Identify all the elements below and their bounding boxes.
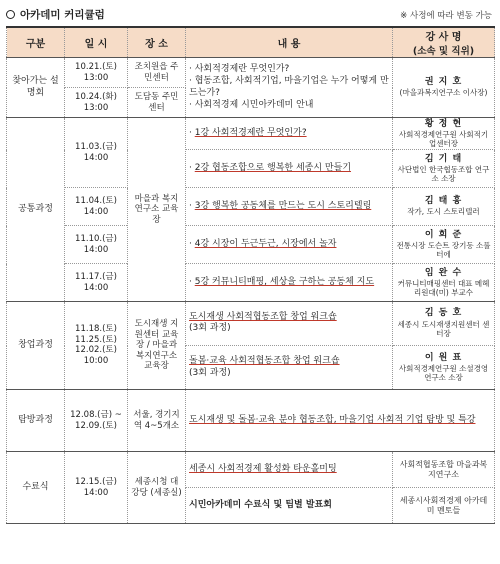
speaker-name: 권 지 호 xyxy=(424,77,463,88)
category-cell: 공통과정 xyxy=(7,118,65,302)
header-content: 내 용 xyxy=(186,27,393,58)
speaker-cell xyxy=(393,264,495,302)
speaker-cell xyxy=(393,346,495,390)
speaker-cell xyxy=(393,452,495,488)
date-cell: 10.21.(토) 13:00 xyxy=(65,58,128,88)
header-speaker-sub: (소속 및 직위) xyxy=(412,46,475,57)
header-location: 장 소 xyxy=(128,27,186,58)
date-cell: 12.08.(금) ~ 12.09.(토) xyxy=(65,390,128,452)
speaker-affiliation: 사단법인 한국협동조합 연구소 소장 xyxy=(397,164,490,184)
speaker-cell xyxy=(393,58,495,118)
speaker-affiliation: 전통시장 도슨트 장기동 소풀터에 xyxy=(396,240,491,260)
table-row xyxy=(7,58,495,88)
content-cell: · 5강 커뮤니티매핑, 세상을 구하는 공동체 지도 xyxy=(186,264,393,302)
speaker-affiliation: 세종시사회적경제 아카데미 멘토들 xyxy=(399,495,488,515)
speaker-name: 김 기 태 xyxy=(424,153,463,164)
change-notice: ※ 사정에 따라 변동 가능 xyxy=(400,11,492,21)
list-item: · 사회적경제란 무엇인가? xyxy=(189,64,290,74)
content-cell: 도시재생 및 돌봄·교육 분야 협동조합, 마을기업 사회적 기업 탐방 및 특강 xyxy=(186,390,495,452)
speaker-affiliation: 사회적협동조합 마을과복지연구소 xyxy=(399,459,488,479)
header-speaker xyxy=(393,27,495,58)
speaker-affiliation: 커뮤니티매핑센터 대표 메헤리원대(미) 부교수 xyxy=(397,278,490,298)
location-cell: 도담동 주민센터 xyxy=(128,88,186,118)
section-title xyxy=(6,6,105,22)
speaker-affiliation: 세종시 도시재생지원센터 센터장 xyxy=(397,319,490,338)
table-row xyxy=(7,302,495,346)
table-row xyxy=(7,264,495,302)
table-header-row xyxy=(7,27,495,58)
speaker-cell xyxy=(393,188,495,226)
content-cell: · 4강 시장이 두근두근, 시장에서 놀자 xyxy=(186,226,393,264)
curriculum-table xyxy=(6,26,495,524)
table-row xyxy=(7,118,495,150)
date-cell: 11.17.(금) 14:00 xyxy=(65,264,128,302)
circle-bullet-icon xyxy=(6,10,15,19)
list-item: · 협동조합, 사회적기업, 마을기업은 누가 어떻게 만드는가? xyxy=(189,76,389,98)
speaker-affiliation: 사회적경제연구원 사회적기업센터장 xyxy=(398,129,489,149)
date-cell: 10.24.(화) 13:00 xyxy=(65,88,128,118)
speaker-name: 김 동 호 xyxy=(424,308,463,319)
date-cell: 11.10.(금) 14:00 xyxy=(65,226,128,264)
speaker-name: 황 정 현 xyxy=(424,118,463,129)
speaker-name: 임 완 수 xyxy=(424,267,463,278)
table-row xyxy=(7,390,495,452)
date-cell: 11.04.(토) 14:00 xyxy=(65,188,128,226)
content-cell: 도시재생 사회적협동조합 창업 워크숍 (3회 과정) xyxy=(186,302,393,346)
speaker-name: 이 원 표 xyxy=(424,352,463,363)
speaker-cell xyxy=(393,302,495,346)
speaker-cell xyxy=(393,488,495,524)
date-cell: 11.03.(금) 14:00 xyxy=(65,118,128,188)
date-cell: 12.15.(금) 14:00 xyxy=(65,452,128,524)
category-cell: 탐방과정 xyxy=(7,390,65,452)
location-cell: 세종시청 대강당 (세종실) xyxy=(128,452,186,524)
speaker-name: 이 희 준 xyxy=(424,229,463,240)
speaker-cell xyxy=(393,150,495,188)
location-cell: 조치원읍 주민센터 xyxy=(128,58,186,88)
content-cell: · 3강 행복한 공동체를 만드는 도시 스토리텔링 xyxy=(186,188,393,226)
content-cell: · 1강 사회적경제란 무엇인가? xyxy=(186,118,393,150)
content-cell: 돌봄·교육 사회적협동조합 창업 워크숍 (3회 과정) xyxy=(186,346,393,390)
content-cell: 시민아카데미 수료식 및 팀별 발표회 xyxy=(186,488,393,524)
speaker-affiliation: 사회적경제연구원 소셜경영연구소 소장 xyxy=(398,363,489,383)
section-title-text: 아카데미 커리큘럼 xyxy=(20,8,105,21)
location-cell: 도시재생 지원센터 교육장 / 마을과 복지연구소 교육장 xyxy=(128,302,186,390)
location-cell: 서울, 경기지역 4~5개소 xyxy=(128,390,186,452)
speaker-cell xyxy=(393,226,495,264)
speaker-affiliation: (마을과복지연구소 이사장) xyxy=(399,88,488,98)
content-cell: · 2강 협동조합으로 행복한 세종시 만들기 xyxy=(186,150,393,188)
category-cell: 찾아가는 설명회 xyxy=(7,58,65,118)
speaker-name: 김 태 흥 xyxy=(424,196,463,207)
content-cell xyxy=(186,58,393,118)
location-cell: 마을과 복지연구소 교육장 xyxy=(128,118,186,302)
speaker-affiliation: 작가, 도시 스토리텔러 xyxy=(407,207,480,217)
content-cell: 세종시 사회적경제 활성화 타운홀미팅 xyxy=(186,452,393,488)
category-cell: 수료식 xyxy=(7,452,65,524)
header-date: 일 시 xyxy=(65,27,128,58)
category-cell: 창업과정 xyxy=(7,302,65,390)
table-row xyxy=(7,452,495,488)
header-category: 구분 xyxy=(7,27,65,58)
list-item: · 사회적경제 시민아카데미 안내 xyxy=(189,99,314,110)
table-row xyxy=(7,226,495,264)
table-row xyxy=(7,188,495,226)
speaker-cell xyxy=(393,118,495,150)
date-cell: 11.18.(토) 11.25.(토) 12.02.(토) 10:00 xyxy=(65,302,128,390)
header-speaker-title: 강 사 명 xyxy=(425,32,462,43)
